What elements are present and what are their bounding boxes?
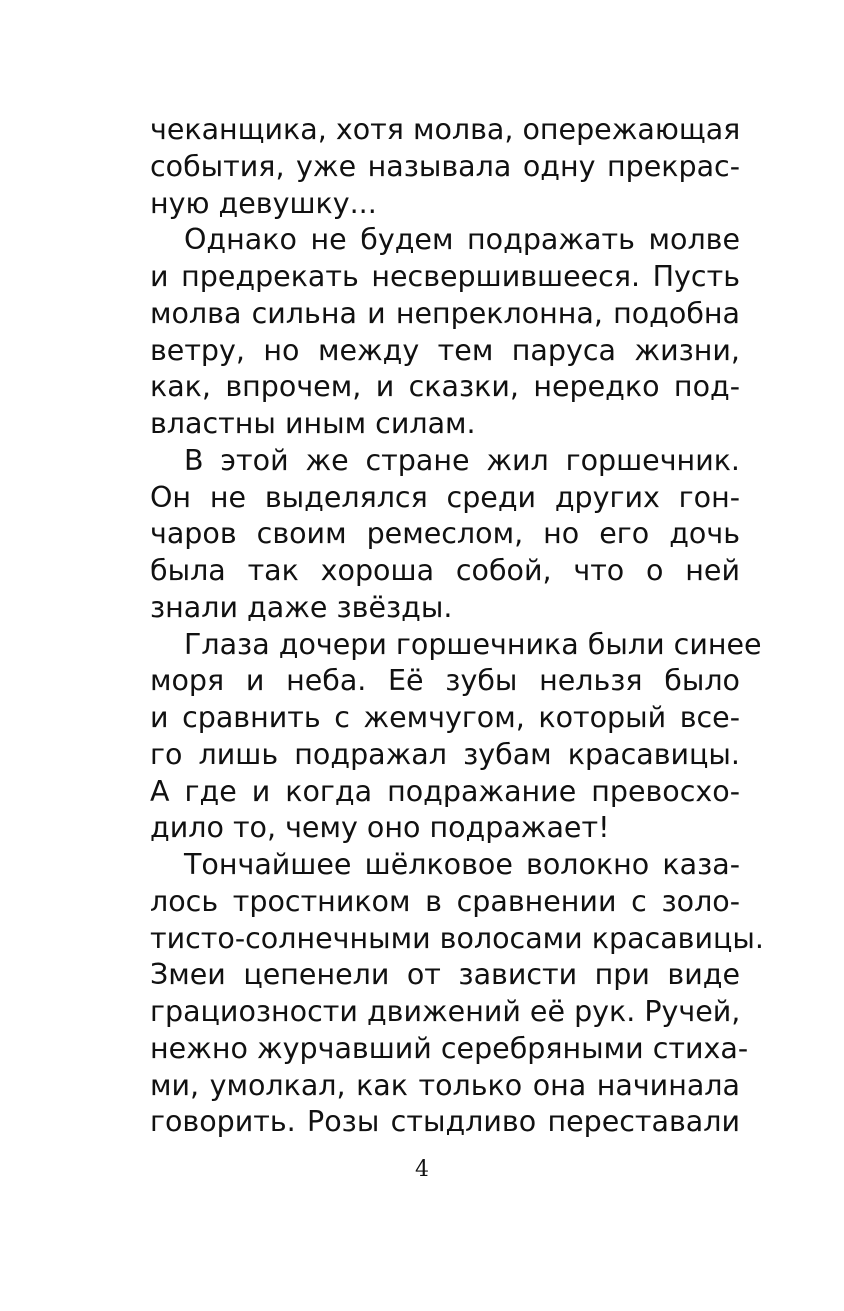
text-line: и сравнить с жемчугом, который все- bbox=[150, 701, 740, 734]
text-line: была так хороша собой, что о ней bbox=[150, 554, 740, 587]
text-line: и предрекать несвершившееся. Пусть bbox=[150, 260, 740, 293]
text-line: лось тростником в сравнении с золо- bbox=[150, 884, 740, 918]
text-line: Змеи цепенели от зависти при виде bbox=[150, 958, 740, 992]
text-line: ную девушку... bbox=[150, 186, 377, 220]
text-line: нежно журчавший серебряными стиха- bbox=[150, 1031, 749, 1065]
text-line: ми, умолкал, как только она начинала bbox=[150, 1068, 740, 1102]
paragraph-start-line: Глаза дочери горшечника были синее bbox=[184, 627, 762, 661]
text-line: события, уже называла одну прекрас- bbox=[150, 149, 740, 183]
paragraph-start-line: В этой же стране жил горшечник. bbox=[184, 443, 740, 477]
text-line: моря и неба. Её зубы нельзя было bbox=[150, 664, 740, 698]
text-line: как, впрочем, и сказки, нередко под- bbox=[150, 370, 740, 404]
text-line: грациозности движений её рук. Ручей, bbox=[150, 995, 741, 1028]
paragraph-start-line: Однако не будем подражать молве bbox=[184, 223, 740, 257]
text-line: А где и когда подражание превосхо- bbox=[150, 774, 740, 808]
text-line: чаров своим ремеслом, но его дочь bbox=[150, 517, 740, 551]
text-line: властны иным силам. bbox=[150, 407, 476, 440]
text-line: тисто-солнечными волосами красавицы. bbox=[150, 921, 764, 955]
text-line: го лишь подражал зубам красавицы. bbox=[150, 737, 740, 771]
text-line: ветру, но между тем паруса жизни, bbox=[150, 333, 740, 367]
text-line: Он не выделялся среди других гон- bbox=[150, 480, 740, 514]
page-number: 4 bbox=[415, 1157, 429, 1182]
text-line: дило то, чему оно подражает! bbox=[150, 811, 610, 845]
text-line: чеканщика, хотя молва, опережающая bbox=[150, 113, 741, 146]
text-line: знали даже звёзды. bbox=[150, 590, 453, 624]
text-line: молва сильна и непреклонна, подобна bbox=[150, 296, 740, 330]
text-line: говорить. Розы стыдливо переставали bbox=[150, 1105, 740, 1139]
paragraph-start-line: Тончайшее шёлковое волокно каза- bbox=[184, 848, 740, 881]
body-text bbox=[150, 112, 764, 1141]
